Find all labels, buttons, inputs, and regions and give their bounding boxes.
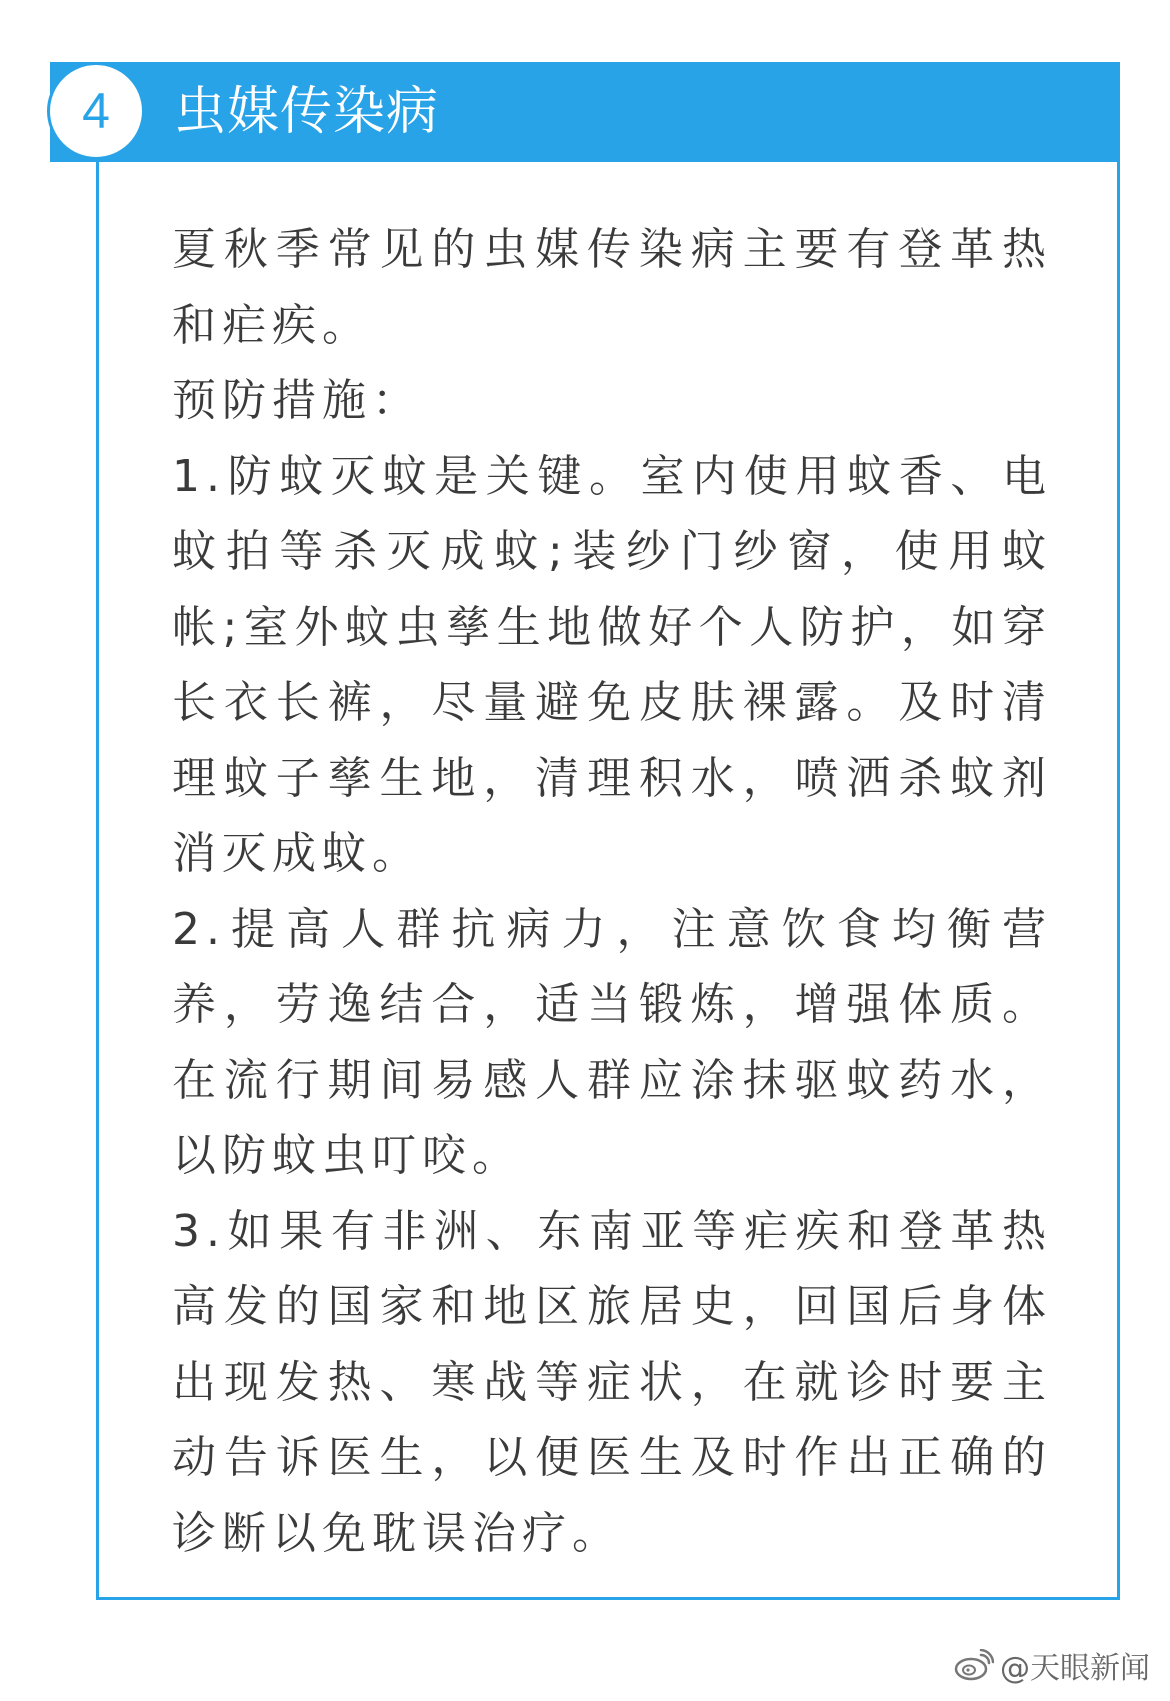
- section-title: 虫媒传染病: [174, 82, 440, 142]
- watermark-text: @天眼新闻: [1000, 1651, 1150, 1686]
- watermark: [954, 1643, 1150, 1687]
- article-body: [172, 212, 1052, 1571]
- weibo-icon: [954, 1649, 994, 1681]
- prevention-item-3: 3.如果有非洲、东南亚等疟疾和登革热高发的国家和地区旅居史，回国后身体出现发热、寒战等症状，在就诊时要主动告诉医生，以便医生及时作出正确的诊断以免耽误治疗。: [172, 1205, 1052, 1559]
- section-number-badge: [47, 62, 145, 160]
- prevention-item-1: 1.防蚊灭蚊是关键。室内使用蚊香、电蚊拍等杀灭成蚊;装纱门纱窗，使用蚊帐;室外蚊虫孳生地做好个人防护，如穿长衣长裤，尽量避免皮肤裸露。及时清理蚊子孳生地，清理积水，喷洒杀蚊剂消灭成蚊。: [172, 450, 1052, 879]
- prevention-item-2: 2.提高人群抗病力，注意饮食均衡营养，劳逸结合，适当锻炼，增强体质。在流行期间易感人群应涂抹驱蚊药水，以防蚊虫叮咬。: [172, 903, 1052, 1181]
- intro-paragraph: 夏秋季常见的虫媒传染病主要有登革热和疟疾。: [172, 224, 1052, 351]
- prevention-heading: 预防措施：: [172, 375, 422, 426]
- section-number: 4: [82, 83, 110, 139]
- section-header: [50, 62, 1120, 162]
